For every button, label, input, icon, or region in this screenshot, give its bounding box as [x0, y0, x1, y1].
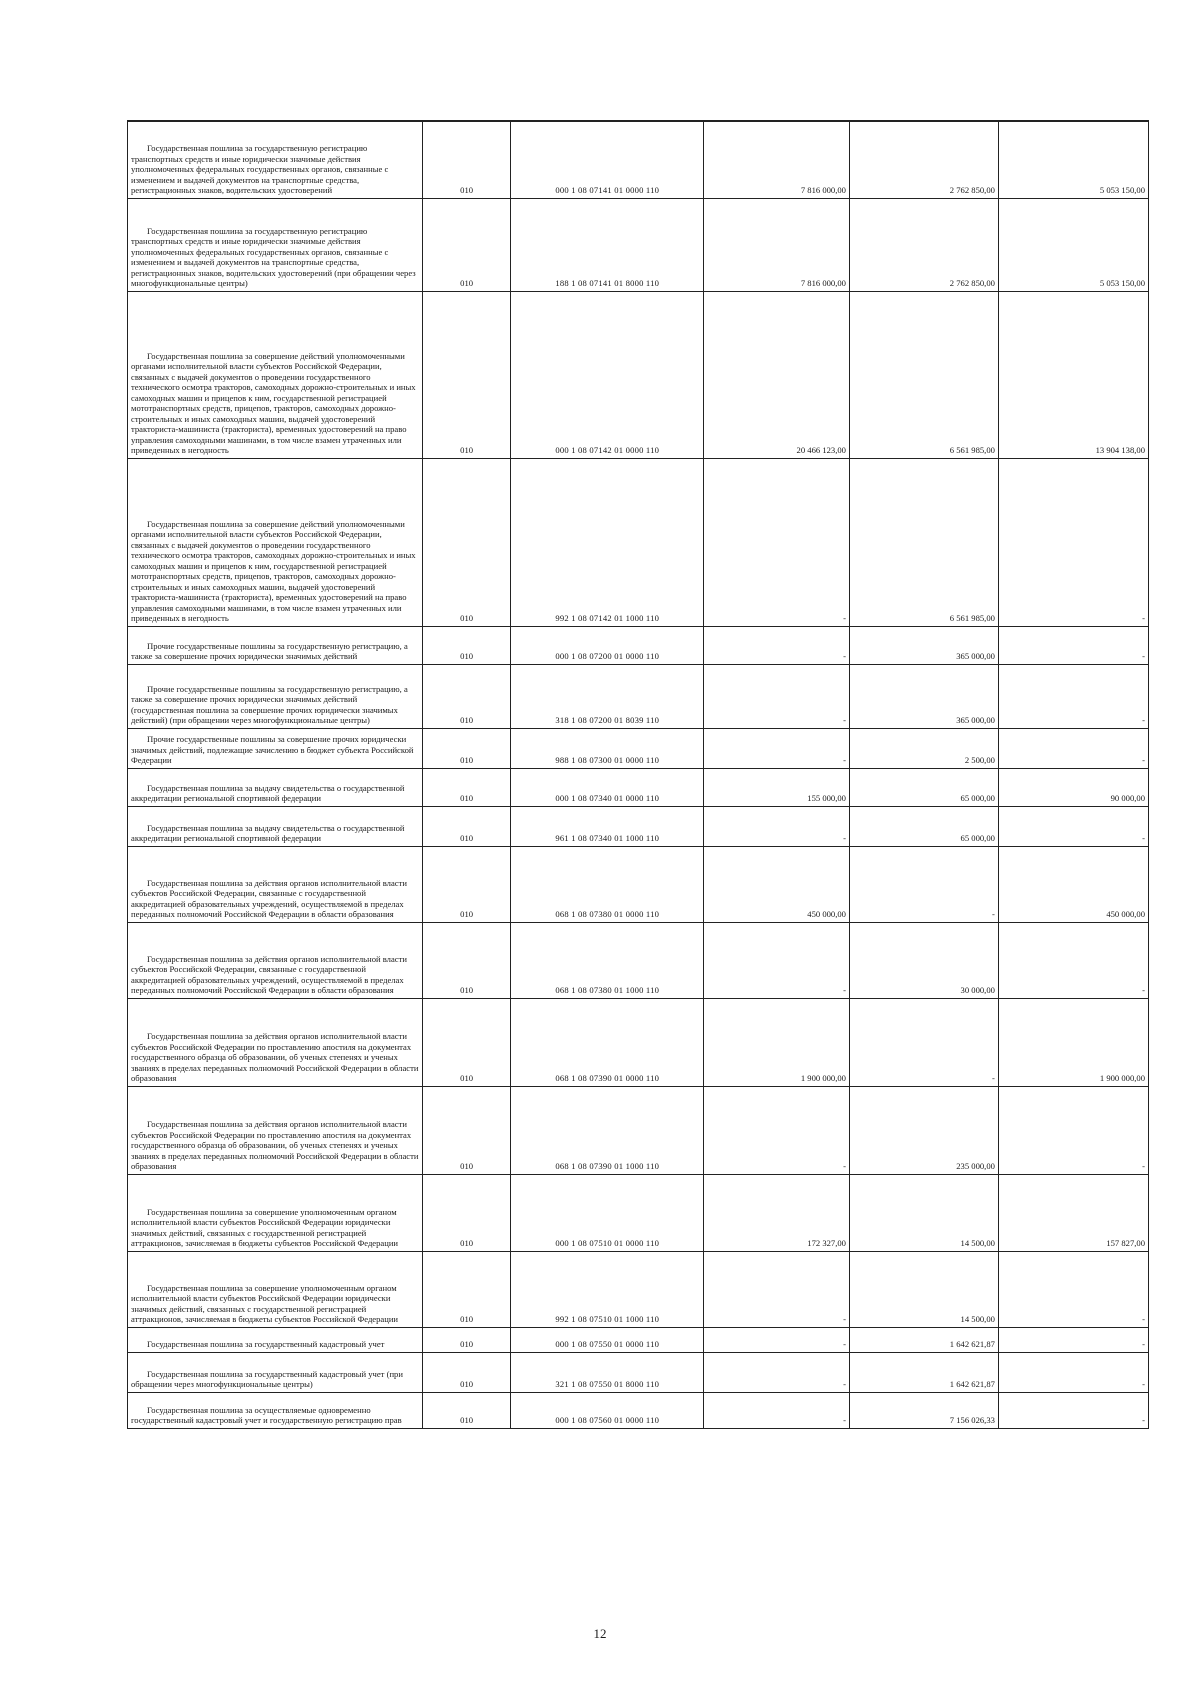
row-kbk: 068 1 08 07390 01 1000 110 — [511, 1086, 704, 1174]
row-code: 010 — [422, 121, 511, 198]
row-name-text: Государственная пошлина за осуществляемые одновременно государственный кадастровый учет и государственную регистрацию прав — [131, 1404, 402, 1426]
row-name — [128, 922, 423, 998]
row-fact-amount: 14 500,00 — [849, 1251, 998, 1327]
row-kbk: 000 1 08 07560 01 0000 110 — [511, 1392, 704, 1428]
table-row — [128, 1174, 1149, 1251]
row-code: 010 — [422, 458, 511, 626]
row-rest-amount: 90 000,00 — [998, 768, 1148, 806]
row-fact-amount: 65 000,00 — [849, 806, 998, 846]
row-fact-amount: 6 561 985,00 — [849, 291, 998, 458]
table-row — [128, 121, 1149, 198]
row-code: 010 — [422, 1392, 511, 1428]
row-name — [128, 198, 423, 291]
row-plan-amount: 450 000,00 — [704, 846, 850, 922]
row-plan-amount: 20 466 123,00 — [704, 291, 850, 458]
row-kbk: 000 1 08 07550 01 0000 110 — [511, 1327, 704, 1352]
row-kbk: 961 1 08 07340 01 1000 110 — [511, 806, 704, 846]
row-kbk: 068 1 08 07390 01 0000 110 — [511, 998, 704, 1086]
table-body — [128, 121, 1149, 1428]
row-plan-amount: 7 816 000,00 — [704, 121, 850, 198]
row-kbk: 000 1 08 07200 01 0000 110 — [511, 626, 704, 664]
row-rest-amount: - — [998, 922, 1148, 998]
row-name-text: Прочие государственные пошлины за государственную регистрацию, а также за совершение прочих юридически значимых действий — [131, 640, 408, 662]
row-kbk: 321 1 08 07550 01 8000 110 — [511, 1352, 704, 1392]
table-row — [128, 922, 1149, 998]
row-rest-amount: - — [998, 1086, 1148, 1174]
row-plan-amount: - — [704, 1086, 850, 1174]
row-code: 010 — [422, 1174, 511, 1251]
row-name — [128, 728, 423, 768]
revenue-table — [127, 120, 1149, 1429]
row-code: 010 — [422, 198, 511, 291]
table-row — [128, 1251, 1149, 1327]
table-row — [128, 1327, 1149, 1352]
row-name-text: Государственная пошлина за совершение уполномоченным органом исполнительной власти субъектов Российской Федерации юридически значимых действий, связанных с государственной регистрацией аттракционов, зачисляемая в бюджеты субъектов Российской Федерации — [131, 1206, 399, 1249]
row-code: 010 — [422, 728, 511, 768]
row-rest-amount: 157 827,00 — [998, 1174, 1148, 1251]
row-name — [128, 1392, 423, 1428]
row-code: 010 — [422, 768, 511, 806]
row-rest-amount: 13 904 138,00 — [998, 291, 1148, 458]
row-rest-amount: - — [998, 806, 1148, 846]
row-plan-amount: - — [704, 458, 850, 626]
table-row — [128, 1392, 1149, 1428]
row-rest-amount: 450 000,00 — [998, 846, 1148, 922]
row-plan-amount: - — [704, 728, 850, 768]
row-kbk: 992 1 08 07510 01 1000 110 — [511, 1251, 704, 1327]
row-name-text: Прочие государственные пошлины за государственную регистрацию, а также за совершение прочих юридически значимых действий (государственная пошлина за совершение прочих юридически значимых действий) (при обращении через многофункциональные центры) — [131, 683, 408, 726]
table-row — [128, 1086, 1149, 1174]
row-rest-amount: - — [998, 1327, 1148, 1352]
row-kbk: 000 1 08 07340 01 0000 110 — [511, 768, 704, 806]
row-plan-amount: - — [704, 806, 850, 846]
table-row — [128, 998, 1149, 1086]
row-code: 010 — [422, 1086, 511, 1174]
row-name — [128, 1251, 423, 1327]
row-plan-amount: - — [704, 664, 850, 728]
row-code: 010 — [422, 1251, 511, 1327]
row-name — [128, 998, 423, 1086]
row-fact-amount: 235 000,00 — [849, 1086, 998, 1174]
row-name — [128, 626, 423, 664]
row-name-text: Государственная пошлина за действия органов исполнительной власти субъектов Российской Федерации, связанные с государственной аккредитацией образовательных учреждений, осуществляемой в пределах переданных полномочий Российской Федерации в области образования — [131, 877, 407, 920]
row-name-text: Государственная пошлина за действия органов исполнительной власти субъектов Российской Федерации, связанные с государственной аккредитацией образовательных учреждений, осуществляемой в пределах переданных полномочий Российской Федерации в области образования — [131, 953, 407, 996]
row-rest-amount: 5 053 150,00 — [998, 121, 1148, 198]
row-code: 010 — [422, 1327, 511, 1352]
row-name — [128, 1327, 423, 1352]
table-row — [128, 291, 1149, 458]
row-name-text: Государственная пошлина за совершение действий уполномоченными органами исполнительной власти субъектов Российской Федерации, связанных с выдачей документов о проведении государственного технического осмотра тракторов, самоходных дорожно-строительных и иных самоходных машин и прицепов к ним, государственной регистрацией мототранспортных средств, прицепов, тракторов, самоходных дорожно-строительных и иных самоходных машин, выдачей удостоверений тракториста-машиниста (тракториста), временных удостоверений на право управления самоходными машинами, в том числе взамен утраченных или приведенных в негодность — [131, 518, 416, 624]
row-plan-amount: 155 000,00 — [704, 768, 850, 806]
table-row — [128, 626, 1149, 664]
page-number: 12 — [593, 1626, 607, 1641]
row-kbk: 988 1 08 07300 01 0000 110 — [511, 728, 704, 768]
row-name — [128, 664, 423, 728]
row-kbk: 068 1 08 07380 01 1000 110 — [511, 922, 704, 998]
row-name — [128, 458, 423, 626]
row-kbk: 188 1 08 07141 01 8000 110 — [511, 198, 704, 291]
row-rest-amount: - — [998, 1392, 1148, 1428]
row-code: 010 — [422, 1352, 511, 1392]
table-row — [128, 728, 1149, 768]
row-kbk: 000 1 08 07141 01 0000 110 — [511, 121, 704, 198]
row-kbk: 000 1 08 07142 01 0000 110 — [511, 291, 704, 458]
row-name-text: Государственная пошлина за действия органов исполнительной власти субъектов Российской Федерации по проставлению апостиля на документах государственного образца об образовании, об ученых степенях и ученых званиях в пределах переданных полномочий Российской Федерации в области образования — [131, 1031, 419, 1084]
row-name — [128, 1174, 423, 1251]
row-fact-amount: 2 762 850,00 — [849, 121, 998, 198]
row-plan-amount: - — [704, 1251, 850, 1327]
row-name — [128, 291, 423, 458]
row-fact-amount: 1 642 621,87 — [849, 1327, 998, 1352]
row-name-text: Государственная пошлина за выдачу свидетельства о государственной аккредитации региональной спортивной федерации — [131, 822, 405, 844]
row-fact-amount: 7 156 026,33 — [849, 1392, 998, 1428]
row-name — [128, 806, 423, 846]
row-name-text: Государственная пошлина за государственную регистрацию транспортных средств и иные юридически значимые действия уполномоченных федеральных государственных органов, связанные с изменением и выдачей документов на транспортные средства, регистрационных знаков, водительских удостоверений (при обращении через многофункциональные центры) — [131, 225, 416, 289]
row-name-text: Прочие государственные пошлины за совершение прочих юридически значимых действий, подлежащие зачислению в бюджет субъекта Российской Федерации — [131, 734, 414, 766]
table-row — [128, 458, 1149, 626]
table-row — [128, 198, 1149, 291]
row-fact-amount: - — [849, 998, 998, 1086]
row-rest-amount: - — [998, 626, 1148, 664]
row-name — [128, 768, 423, 806]
row-plan-amount: - — [704, 626, 850, 664]
row-fact-amount: 2 500,00 — [849, 728, 998, 768]
row-name-text: Государственная пошлина за государственный кадастровый учет (при обращении через многофункциональные центры) — [131, 1368, 403, 1390]
row-code: 010 — [422, 922, 511, 998]
row-kbk: 318 1 08 07200 01 8039 110 — [511, 664, 704, 728]
row-plan-amount: 1 900 000,00 — [704, 998, 850, 1086]
row-rest-amount: - — [998, 1251, 1148, 1327]
row-rest-amount: - — [998, 664, 1148, 728]
row-fact-amount: 365 000,00 — [849, 664, 998, 728]
row-code: 010 — [422, 626, 511, 664]
table-row — [128, 768, 1149, 806]
row-plan-amount: 172 327,00 — [704, 1174, 850, 1251]
table-row — [128, 846, 1149, 922]
row-plan-amount: - — [704, 1392, 850, 1428]
row-rest-amount: 5 053 150,00 — [998, 198, 1148, 291]
row-rest-amount: - — [998, 458, 1148, 626]
row-fact-amount: - — [849, 846, 998, 922]
row-rest-amount: - — [998, 728, 1148, 768]
row-code: 010 — [422, 291, 511, 458]
row-code: 010 — [422, 998, 511, 1086]
row-plan-amount: 7 816 000,00 — [704, 198, 850, 291]
row-name — [128, 121, 423, 198]
row-fact-amount: 1 642 621,87 — [849, 1352, 998, 1392]
row-name — [128, 1086, 423, 1174]
row-plan-amount: - — [704, 1327, 850, 1352]
table-row — [128, 806, 1149, 846]
row-name-text: Государственная пошлина за государственный кадастровый учет — [147, 1339, 385, 1350]
row-code: 010 — [422, 846, 511, 922]
row-name-text: Государственная пошлина за действия органов исполнительной власти субъектов Российской Федерации по проставлению апостиля на документах государственного образца об образовании, об ученых степенях и ученых званиях в пределах переданных полномочий Российской Федерации в области образования — [131, 1119, 419, 1172]
row-kbk: 068 1 08 07380 01 0000 110 — [511, 846, 704, 922]
row-fact-amount: 30 000,00 — [849, 922, 998, 998]
row-name-text: Государственная пошлина за выдачу свидетельства о государственной аккредитации региональной спортивной федерации — [131, 782, 405, 804]
row-kbk: 992 1 08 07142 01 1000 110 — [511, 458, 704, 626]
row-code: 010 — [422, 664, 511, 728]
table-row — [128, 1352, 1149, 1392]
row-plan-amount: - — [704, 1352, 850, 1392]
row-fact-amount: 6 561 985,00 — [849, 458, 998, 626]
row-fact-amount: 2 762 850,00 — [849, 198, 998, 291]
row-name-text: Государственная пошлина за совершение уполномоченным органом исполнительной власти субъектов Российской Федерации юридически значимых действий, связанных с государственной регистрацией аттракционов, зачисляемая в бюджеты субъектов Российской Федерации — [131, 1282, 399, 1325]
row-rest-amount: - — [998, 1352, 1148, 1392]
row-name — [128, 1352, 423, 1392]
row-fact-amount: 365 000,00 — [849, 626, 998, 664]
row-rest-amount: 1 900 000,00 — [998, 998, 1148, 1086]
row-fact-amount: 14 500,00 — [849, 1174, 998, 1251]
row-name-text: Государственная пошлина за совершение действий уполномоченными органами исполнительной власти субъектов Российской Федерации, связанных с выдачей документов о проведении государственного технического осмотра тракторов, самоходных дорожно-строительных и иных самоходных машин и прицепов к ним, государственной регистрацией мототранспортных средств, прицепов, тракторов, самоходных дорожно-строительных и иных самоходных машин, выдачей удостоверений тракториста-машиниста (тракториста), временных удостоверений на право управления самоходными машинами, в том числе взамен утраченных или приведенных в негодность — [131, 350, 416, 456]
row-name-text: Государственная пошлина за государственную регистрацию транспортных средств и иные юридически значимые действия уполномоченных федеральных государственных органов, связанные с изменением и выдачей документов на транспортные средства, регистрационных знаков, водительских удостоверений — [131, 143, 389, 196]
row-fact-amount: 65 000,00 — [849, 768, 998, 806]
row-name — [128, 846, 423, 922]
row-kbk: 000 1 08 07510 01 0000 110 — [511, 1174, 704, 1251]
row-code: 010 — [422, 806, 511, 846]
row-plan-amount: - — [704, 922, 850, 998]
table-row — [128, 664, 1149, 728]
